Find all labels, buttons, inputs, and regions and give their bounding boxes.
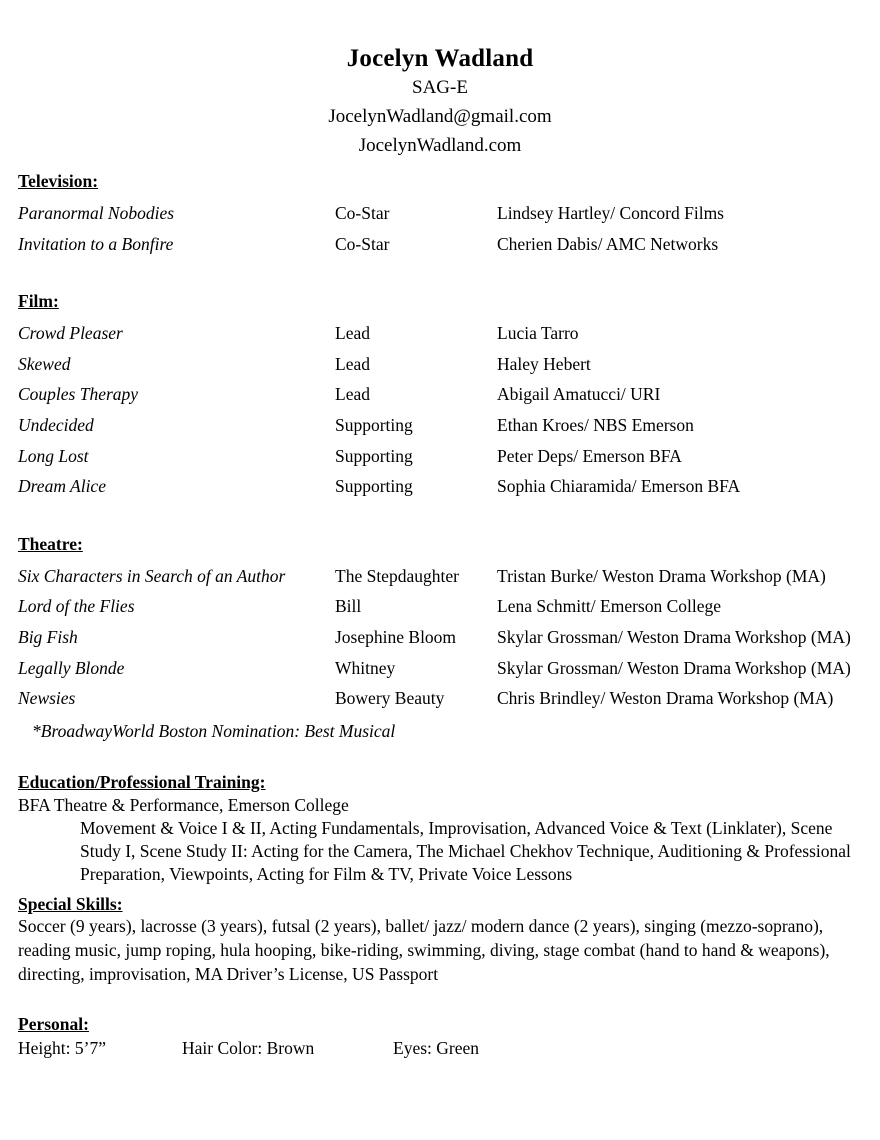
union-status: SAG-E xyxy=(412,77,468,98)
credit-title: Skewed xyxy=(18,353,71,374)
credit-company: Lucia Tarro xyxy=(497,323,579,344)
credit-title: Invitation to a Bonfire xyxy=(18,233,174,254)
credit-role: Co-Star xyxy=(335,203,390,223)
table-row xyxy=(18,561,862,592)
table-row xyxy=(18,441,862,472)
table-row xyxy=(18,591,862,622)
credit-role: Lead xyxy=(335,353,370,374)
award-nomination-note: *BroadwayWorld Boston Nomination: Best Musical xyxy=(32,720,396,741)
contact-email[interactable]: JocelynWadland@gmail.com xyxy=(328,106,552,127)
personal-eye-color: Eyes: Green xyxy=(393,1038,480,1059)
credit-title: Newsies xyxy=(18,688,76,709)
resume-header xyxy=(18,44,862,160)
credit-role: Whitney xyxy=(335,657,396,678)
personal-hair-color: Hair Color: Brown xyxy=(182,1038,315,1059)
credit-role: Supporting xyxy=(335,414,413,435)
personal-height: Height: 5’7” xyxy=(18,1038,106,1059)
credit-title: Undecided xyxy=(18,414,94,435)
credit-title: Lord of the Flies xyxy=(18,596,135,617)
section-heading-theatre: Theatre: xyxy=(18,533,83,554)
table-row xyxy=(18,410,862,441)
section-heading-education: Education/Professional Training: xyxy=(18,771,266,792)
credit-company: Skylar Grossman/ Weston Drama Workshop (MA) xyxy=(497,626,851,647)
credit-company: Peter Deps/ Emerson BFA xyxy=(497,445,682,466)
credit-company: Lena Schmitt/ Emerson College xyxy=(497,596,722,617)
credit-title: Six Characters in Search of an Author xyxy=(18,565,286,586)
credit-company: Skylar Grossman/ Weston Drama Workshop (MA) xyxy=(497,657,851,678)
credit-title: Legally Blonde xyxy=(18,657,125,678)
table-row xyxy=(18,318,862,349)
special-skills-text: Soccer (9 years), lacrosse (3 years), futsal (2 years), ballet/ jazz/ modern dance (2 years), singing (mezzo-soprano), reading music, jump roping, hula hooping, bike-riding, swimming, diving, stage combat (hand to hand & weapons), directing, improvisation, MA Driver’s License, US Passport xyxy=(18,916,830,984)
credit-company: Sophia Chiaramida/ Emerson BFA xyxy=(497,476,741,497)
personal-details-row xyxy=(18,1036,862,1060)
credit-title: Big Fish xyxy=(18,626,78,647)
section-heading-television: Television: xyxy=(18,171,99,191)
credit-role: Lead xyxy=(335,384,370,405)
television-credits-table xyxy=(18,198,862,259)
credit-company: Haley Hebert xyxy=(497,353,591,374)
table-row xyxy=(18,653,862,684)
credit-title: Paranormal Nobodies xyxy=(18,203,175,223)
credit-title: Dream Alice xyxy=(18,476,106,497)
credit-company: Tristan Burke/ Weston Drama Workshop (MA) xyxy=(497,565,826,586)
credit-company: Abigail Amatucci/ URI xyxy=(497,384,661,405)
credit-title: Crowd Pleaser xyxy=(18,323,123,344)
education-degree: BFA Theatre & Performance, Emerson College xyxy=(18,794,349,815)
credit-role: Co-Star xyxy=(335,233,390,254)
section-heading-film: Film: xyxy=(18,291,59,312)
film-credits-table xyxy=(18,318,862,502)
credit-role: Lead xyxy=(335,323,370,344)
theatre-credits-table xyxy=(18,561,862,714)
credit-role: Supporting xyxy=(335,476,413,497)
page-title: Jocelyn Wadland xyxy=(346,45,534,72)
table-row xyxy=(18,349,862,380)
contact-website[interactable]: JocelynWadland.com xyxy=(358,135,522,156)
credit-role: Josephine Bloom xyxy=(335,626,457,647)
credit-company: Lindsey Hartley/ Concord Films xyxy=(497,203,724,223)
credit-company: Chris Brindley/ Weston Drama Workshop (MA) xyxy=(497,688,834,709)
section-heading-special-skills: Special Skills: xyxy=(18,894,123,915)
table-row xyxy=(18,471,862,502)
credit-title: Long Lost xyxy=(18,445,89,466)
table-row xyxy=(18,229,862,260)
credit-role: The Stepdaughter xyxy=(335,565,459,586)
table-row xyxy=(18,198,862,229)
table-row xyxy=(18,622,862,653)
section-heading-personal: Personal: xyxy=(18,1014,89,1035)
education-coursework: Movement & Voice I & II, Acting Fundamentals, Improvisation, Advanced Voice & Text (Linklater), Scene Study I, Scene Study II: Acting for the Camera, The Michael Chekhov Technique, Auditioning & Professional Preparation, Viewpoints, Acting for Film & TV, Private Voice Lessons xyxy=(80,817,851,885)
credit-role: Supporting xyxy=(335,445,413,466)
credit-company: Ethan Kroes/ NBS Emerson xyxy=(497,414,694,435)
credit-role: Bill xyxy=(335,596,362,617)
table-row xyxy=(18,379,862,410)
credit-title: Couples Therapy xyxy=(18,384,139,405)
credit-company: Cherien Dabis/ AMC Networks xyxy=(497,233,719,254)
credit-role: Bowery Beauty xyxy=(335,688,445,709)
table-row xyxy=(18,683,862,714)
